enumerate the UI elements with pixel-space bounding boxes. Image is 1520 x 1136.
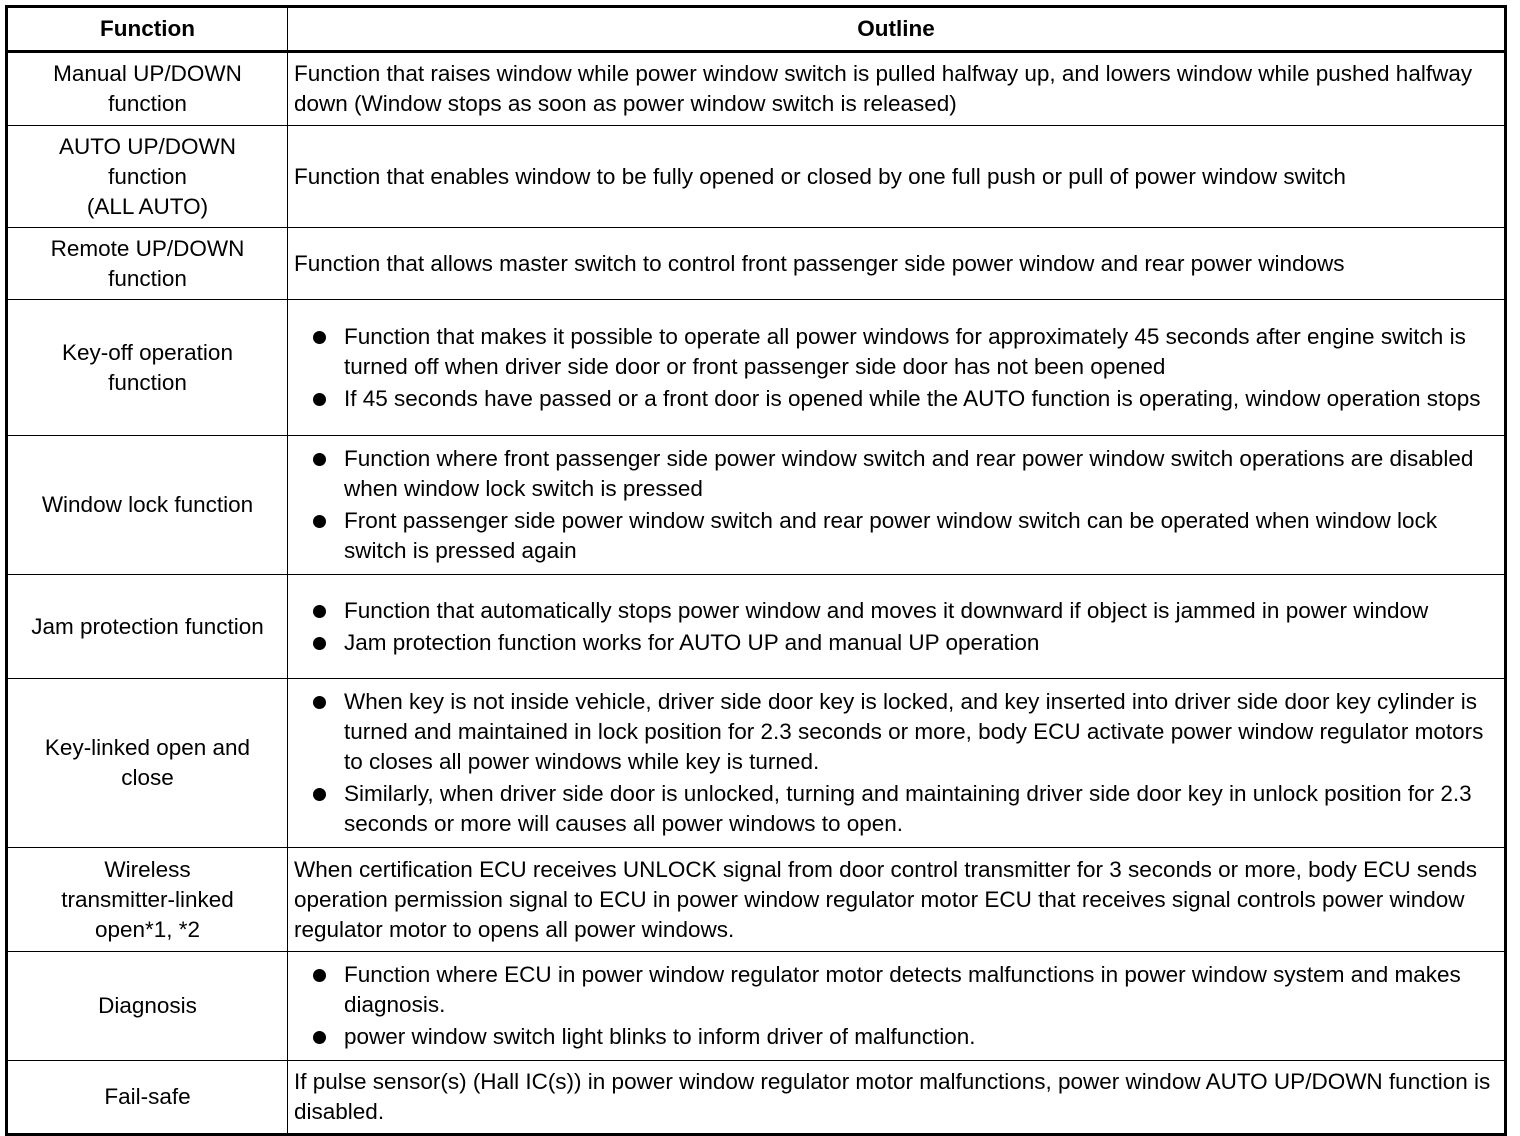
function-line: function — [108, 369, 187, 395]
outline-text: Function that raises window while power window switch is pulled halfway up, and lowers window while pushed halfway down (Window stops as soon as power window switch is released) — [294, 61, 1473, 116]
table-body — [7, 52, 1506, 1135]
table-row — [7, 679, 1506, 848]
function-line: Key-linked open and — [44, 735, 251, 760]
table-row — [7, 52, 1506, 126]
table-row — [7, 436, 1506, 575]
header-row — [7, 7, 1506, 52]
function-line: AUTO UP/DOWN — [58, 133, 237, 159]
outline-text: When certification ECU receives UNLOCK signal from door control transmitter for 3 seconds or more, body ECU sends operation permission signal to ECU in power window regulator motor ECU that receives signal controls power window regulator motor to opens all power windows. — [294, 856, 1477, 942]
table-row — [7, 126, 1506, 228]
function-line: Remote UP/DOWN — [50, 235, 245, 261]
function-line: open*1, *2 — [94, 916, 201, 942]
outline-bullet-item: power window switch light blinks to inform driver of malfunction. — [294, 1022, 1496, 1052]
table-row — [7, 952, 1506, 1061]
outline-text: If pulse sensor(s) (Hall IC(s)) in power window regulator motor malfunctions, power window AUTO UP/DOWN function is disabled. — [294, 1069, 1491, 1124]
table-row — [7, 848, 1506, 952]
function-line: Window lock function — [41, 492, 254, 517]
outline-cell — [288, 300, 1506, 436]
outline-bullet-item: When key is not inside vehicle, driver side door key is locked, and key inserted into driver side door key cylinder is turned and maintained in lock position for 2.3 seconds or more, body ECU activate power window regulator motors to closes all power windows while key is turned. — [294, 687, 1496, 777]
outline-bullet-list — [294, 960, 1496, 1052]
outline-cell — [288, 436, 1506, 575]
function-line: (ALL AUTO) — [86, 193, 209, 219]
function-cell — [7, 848, 288, 952]
outline-bullet-list — [294, 322, 1496, 414]
function-cell — [7, 679, 288, 848]
outline-bullet-item: Jam protection function works for AUTO UP and manual UP operation — [294, 628, 1496, 658]
function-cell — [7, 228, 288, 300]
outline-bullet-item: Function that automatically stops power window and moves it downward if object is jammed in power window — [294, 596, 1496, 626]
outline-cell — [288, 126, 1506, 228]
outline-bullet-list — [294, 596, 1496, 658]
outline-cell — [288, 575, 1506, 679]
function-cell — [7, 1061, 288, 1135]
function-line: Key-off operation — [62, 339, 233, 365]
outline-cell — [288, 679, 1506, 848]
table-row — [7, 300, 1506, 436]
function-line: Wireless — [104, 856, 191, 882]
outline-bullet-item: Function that makes it possible to operate all power windows for approximately 45 seconds after engine switch is turned off when driver side door or front passenger side door has not been opened — [294, 322, 1496, 382]
function-line: Jam protection function — [31, 613, 264, 639]
outline-bullet-item: Similarly, when driver side door is unlocked, turning and maintaining driver side door key in unlock position for 2.3 seconds or more will causes all power windows to open. — [294, 779, 1496, 839]
outline-cell — [288, 1061, 1506, 1135]
function-outline-table — [5, 5, 1507, 1136]
outline-text: Function that allows master switch to control front passenger side power window and rear power windows — [294, 250, 1345, 276]
function-cell — [7, 436, 288, 575]
function-line: function — [108, 91, 187, 116]
header-outline: Outline — [288, 7, 1506, 52]
table-row — [7, 1061, 1506, 1135]
function-line: function — [108, 163, 187, 189]
function-line: Fail-safe — [104, 1084, 191, 1109]
outline-cell — [288, 52, 1506, 126]
outline-bullet-item: Function where ECU in power window regulator motor detects malfunctions in power window system and makes diagnosis. — [294, 960, 1496, 1020]
function-line: function — [108, 265, 187, 291]
outline-bullet-list — [294, 444, 1496, 566]
outline-bullet-item: Front passenger side power window switch and rear power window switch can be operated when window lock switch is pressed again — [294, 506, 1496, 566]
function-line: Diagnosis — [98, 993, 197, 1018]
outline-bullet-list — [294, 687, 1496, 839]
function-cell — [7, 126, 288, 228]
function-line: transmitter-linked — [61, 886, 234, 912]
function-line: Manual UP/DOWN — [53, 61, 242, 86]
function-line: close — [121, 765, 174, 790]
function-cell — [7, 952, 288, 1061]
table-row — [7, 575, 1506, 679]
outline-cell — [288, 952, 1506, 1061]
outline-cell — [288, 848, 1506, 952]
outline-cell — [288, 228, 1506, 300]
function-cell — [7, 52, 288, 126]
outline-bullet-item: Function where front passenger side power window switch and rear power window switch operations are disabled when window lock switch is pressed — [294, 444, 1496, 504]
function-cell — [7, 575, 288, 679]
outline-text: Function that enables window to be fully opened or closed by one full push or pull of power window switch — [294, 163, 1346, 189]
outline-bullet-item: If 45 seconds have passed or a front door is opened while the AUTO function is operating, window operation stops — [294, 384, 1496, 414]
function-cell — [7, 300, 288, 436]
header-function: Function — [7, 7, 288, 52]
table-row — [7, 228, 1506, 300]
